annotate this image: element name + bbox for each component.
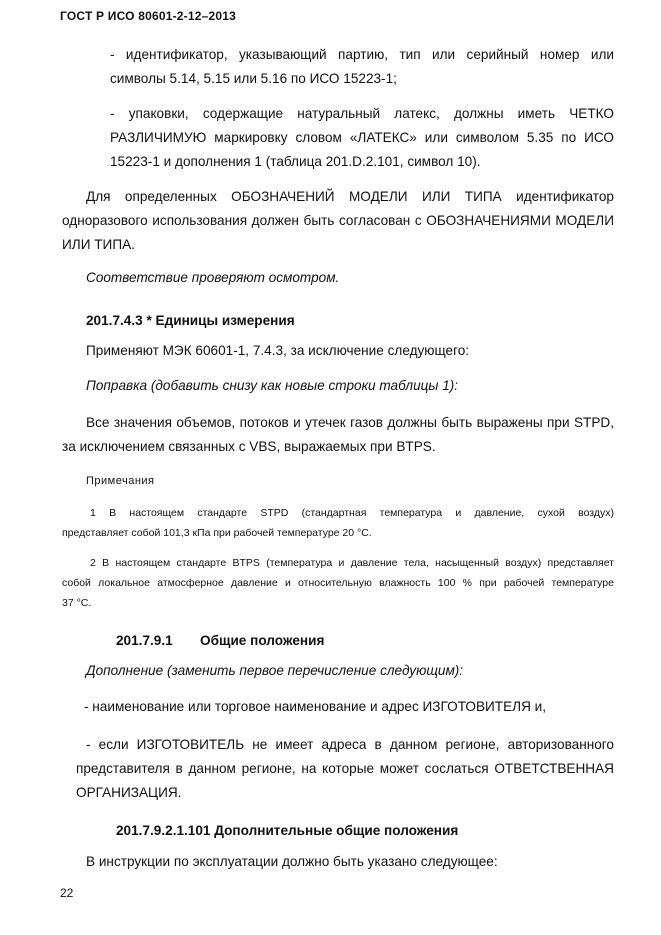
text-line: представляет собой 101,3 кПа при рабочей температуре 20 °С.: [62, 527, 372, 539]
text-line: ИЛИ ТИПА.: [62, 237, 135, 252]
note-2: [62, 553, 614, 613]
text-line: собой локальное атмосферное давление и относительную влажность 100 % при рабочей температуре: [62, 577, 614, 589]
page-number: 22: [60, 886, 74, 900]
section-heading-7-9-2-1-101: 201.7.9.2.1.101 Дополнительные общие положения: [116, 823, 459, 838]
text-line: представителя в данном регионе, на которые может сослаться ОТВЕТСТВЕННАЯ: [76, 761, 614, 776]
list-item-latex: [110, 102, 614, 174]
text-line: - если ИЗГОТОВИТЕЛЬ не имеет адреса в данном регионе, авторизованного: [86, 737, 614, 752]
text-line: - идентификатор, указывающий партию, тип или серийный номер или: [110, 47, 614, 62]
list-item-identifier: [110, 43, 614, 91]
apply-text: Применяют МЭК 60601-1, 7.4.3, за исключение следующего:: [86, 343, 470, 358]
text-line: 37 °С.: [62, 597, 92, 609]
amendment-text: Поправка (добавить снизу как новые строки таблицы 1):: [86, 378, 459, 393]
text-line: 2 В настоящем стандарте BTPS (температура и давление тела, насыщенный воздух) представляет: [90, 557, 614, 569]
text-line: Для определенных ОБОЗНАЧЕНИЙ МОДЕЛИ ИЛИ ТИПА идентификатор: [86, 189, 614, 204]
text-line: 15223-1 и дополнения 1 (таблица 201.D.2.101, символ 10).: [110, 154, 481, 169]
notes-title: Примечания: [86, 475, 155, 487]
text-line: РАЗЛИЧИМУЮ маркировку словом «ЛАТЕКС» или символом 5.35 по ИСО: [110, 130, 614, 145]
text-line: 1 В настоящем стандарте STPD (стандартная температура и давление, сухой воздух): [90, 507, 614, 519]
compliance-text: Соответствие проверяют осмотром.: [86, 270, 340, 285]
paragraph-units: [62, 411, 614, 459]
text-line: ОРГАНИЗАЦИЯ.: [76, 785, 182, 800]
instructions-text: В инструкции по эксплуатации должно быть указано следующее:: [86, 854, 498, 869]
section-title-7-9-1: Общие положения: [200, 633, 325, 648]
list-item-manufacturer: - наименование или торговое наименование и адрес ИЗГОТОВИТЕЛЯ и,: [84, 699, 547, 714]
text-line: за исключением связанных с VBS, выражаемых при BTPS.: [62, 439, 436, 454]
paragraph-model-designation: [62, 185, 614, 257]
text-line: - упаковки, содержащие натуральный латекс, должны иметь ЧЕТКО: [110, 106, 614, 121]
section-heading-7-4-3: 201.7.4.3 * Единицы измерения: [86, 313, 295, 328]
document-header: ГОСТ Р ИСО 80601-2-12–2013: [60, 9, 236, 23]
list-item-representative: [62, 733, 614, 805]
text-line: Все значения объемов, потоков и утечек газов должны быть выражены при STPD,: [86, 415, 614, 430]
note-1: [62, 503, 614, 543]
section-number-7-9-1: 201.7.9.1: [116, 633, 173, 648]
text-line: одноразового использования должен быть согласован с ОБОЗНАЧЕНИЯМИ МОДЕЛИ: [62, 213, 614, 228]
text-line: символы 5.14, 5.15 или 5.16 по ИСО 15223-1;: [110, 71, 397, 86]
addition-text: Дополнение (заменить первое перечисление следующим):: [86, 663, 464, 678]
